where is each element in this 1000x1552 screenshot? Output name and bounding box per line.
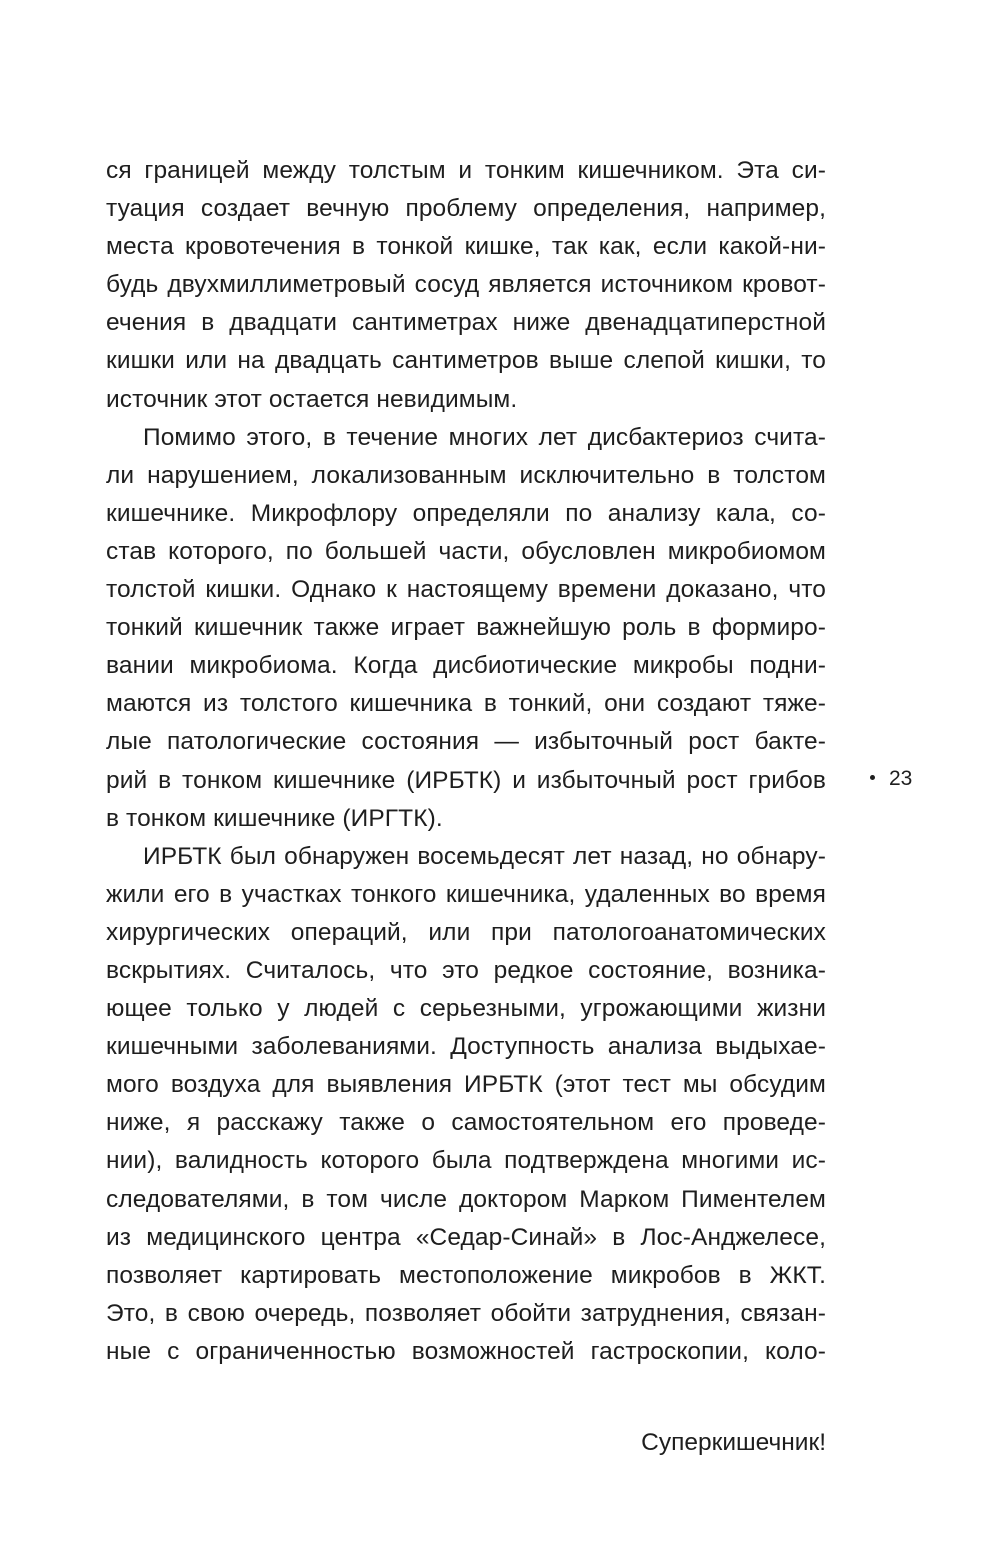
text-line: следователями, в том числе доктором Марком Пиментелем [106,1185,826,1213]
text-line: ные с ограниченностью возможностей гастроскопии, коло- [106,1337,826,1365]
text-line: будь двухмиллиметровый сосуд является источником кровот- [106,271,826,299]
text-line: нии), валидность которого была подтверждена многими ис- [106,1147,826,1175]
running-footer: Суперкишечник! [641,1429,826,1456]
text-line: жили его в участках тонкого кишечника, удаленных во время [106,880,826,908]
text-line: ющее только у людей с серьезными, угрожающими жизни [106,995,826,1023]
text-line: рий в тонком кишечнике (ИРБТК) и избыточный рост грибов [106,766,826,794]
text-line: из медицинского центра «Седар-Синай» в Лос-Анджелесе, [106,1223,826,1251]
body-text [106,152,826,1371]
text-line: ниже, я расскажу также о самостоятельном его проведе- [106,1109,826,1137]
text-line: места кровотечения в тонкой кишке, так как, если какой-ни- [106,233,826,261]
text-line: вскрытиях. Считалось, что это редкое состояние, возника- [106,956,826,984]
text-line: став которого, по большей части, обусловлен микробиомом [106,537,826,565]
bullet-icon [870,775,875,780]
text-line: туация создает вечную проблему определения, например, [106,195,826,223]
page-number-marker [870,763,912,795]
text-line: позволяет картировать местоположение микробов в ЖКТ. [106,1261,826,1289]
text-line: маются из толстого кишечника в тонкий, они создают тяже- [106,690,826,718]
text-line: мого воздуха для выявления ИРБТК (этот тест мы обсудим [106,1071,826,1099]
text-line: Помимо этого, в течение многих лет дисбактериоз счита- [143,423,826,451]
text-line: ся границей между толстым и тонким кишечником. Эта си- [106,157,826,184]
text-line: вании микробиома. Когда дисбиотические микробы подни- [106,652,826,680]
page-number: 23 [889,767,913,790]
text-line: в тонком кишечнике (ИРГТК). [106,804,443,832]
text-line: Это, в свою очередь, позволяет обойти затруднения, связан- [106,1299,826,1327]
text-line: кишки или на двадцать сантиметров выше слепой кишки, то [106,347,826,375]
text-line: ечения в двадцати сантиметрах ниже двенадцатиперстной [106,309,826,337]
text-line: лые патологические состояния — избыточный рост бакте- [106,728,826,756]
text-line: ИРБТК был обнаружен восемьдесят лет назад, но обнару- [143,842,826,870]
text-line: кишечными заболеваниями. Доступность анализа выдыхае- [106,1033,826,1061]
text-line: кишечнике. Микрофлору определяли по анализу кала, со- [106,499,826,527]
text-line: источник этот остается невидимым. [106,385,518,413]
text-line: тонкий кишечник также играет важнейшую роль в формиро- [106,614,826,642]
text-line: хирургических операций, или при патологоанатомических [106,918,826,946]
text-line: ли нарушением, локализованным исключительно в толстом [106,461,826,489]
text-line: толстой кишки. Однако к настоящему времени доказано, что [106,576,826,604]
